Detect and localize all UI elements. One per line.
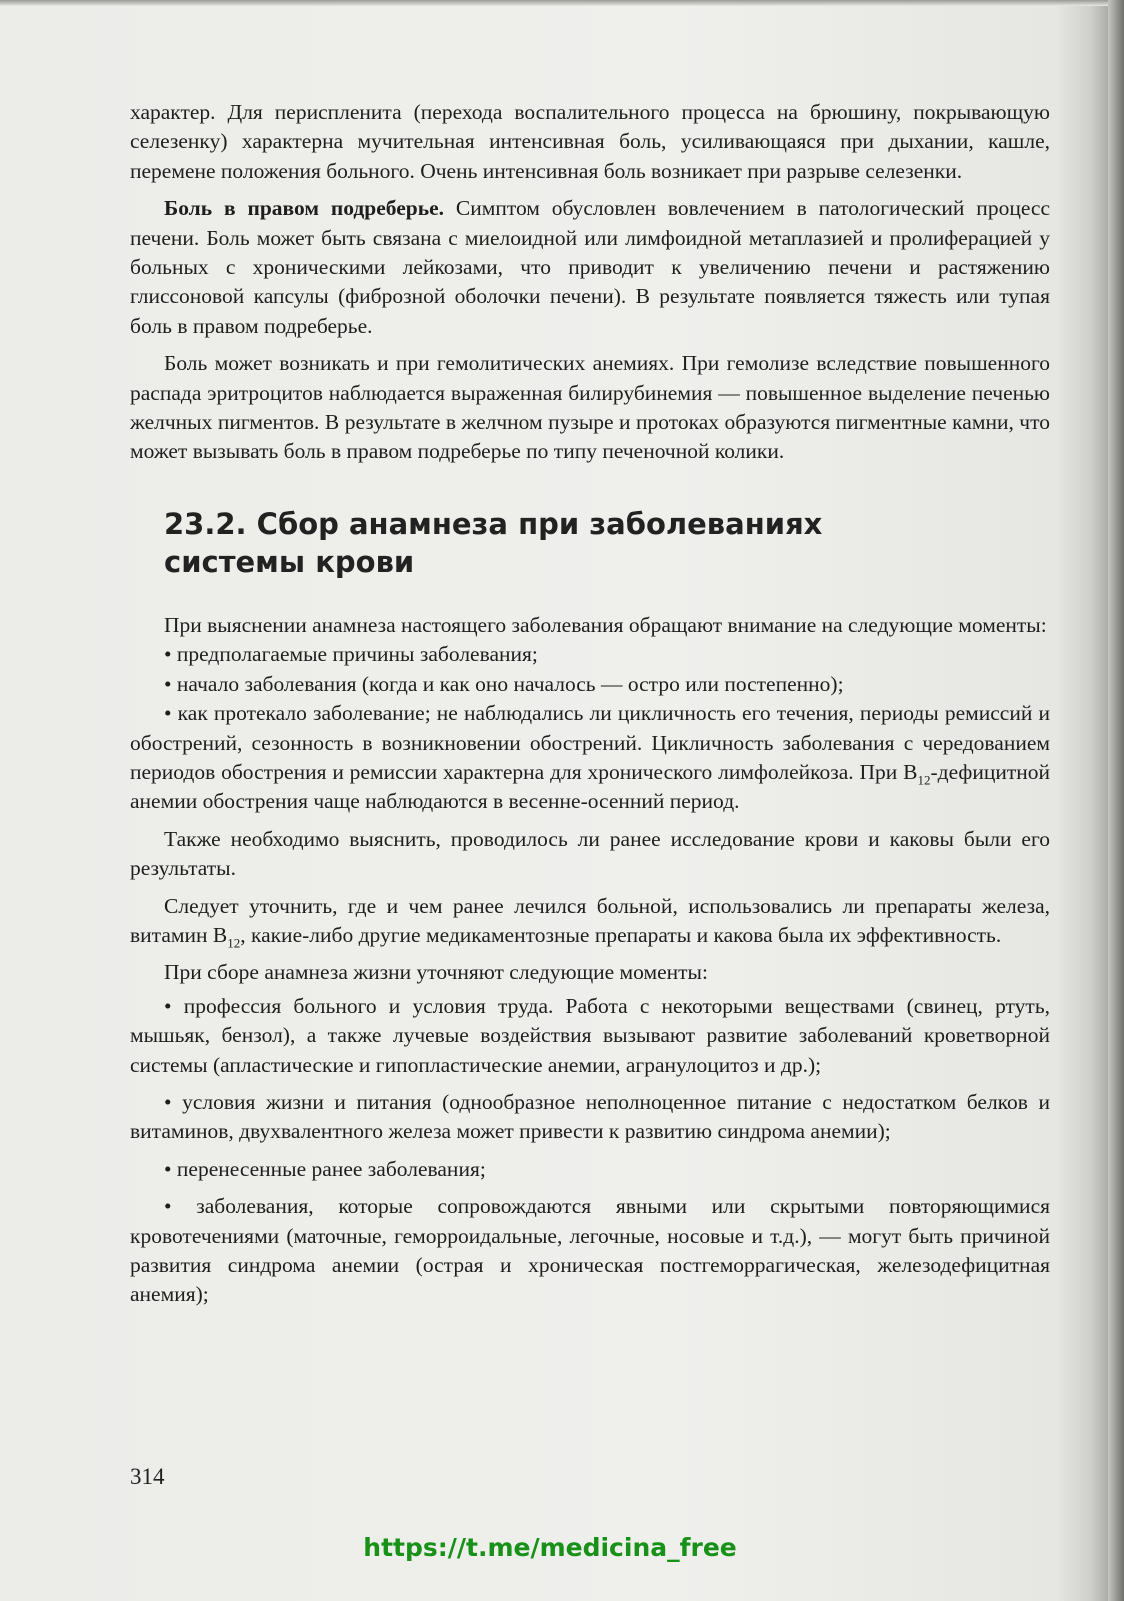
bullet-onset: • начало заболевания (когда и как оно началось — остро или постепенно);: [164, 671, 844, 696]
section-heading-line-2: системы крови: [164, 544, 415, 579]
liver-pain-text: Симптом обусловлен вовлечением в патологический процесс печени. Боль может быть связана с миелоидной или лимфоидной метаплазией и пролиферацией у больных с хроническими лейкозами, что приводит к увеличению печени и растяжению глиссоновой капсулы (фиброзной оболочки печени). В результате появляется тяжесть или тупая боль в правом подреберье.: [130, 196, 1050, 338]
section-heading-line-1: 23.2. Сбор анамнеза при заболеваниях: [164, 506, 823, 541]
present-history-lead: При выяснении анамнеза настоящего заболевания обращают внимание на следующие моменты:: [164, 612, 1047, 637]
treatment-text-a: Следует уточнить, где и чем ранее лечился больной, использовались ли препараты железа, витамин B: [130, 893, 1050, 947]
bullet-course-sub: 12: [917, 772, 931, 788]
treatment-text-b: , какие-либо другие медикаментозные препараты и какова была их эффективность.: [240, 922, 1002, 947]
page-number: 314: [130, 1464, 165, 1489]
life-bullet-occupation: • профессия больного и условия труда. Работа с некоторыми веществами (свинец, ртуть, мышьяк, бензол), а также лучевые воздействия вызывают развитие заболеваний кроветворной системы (апластические и гипопластические анемии, агранулоцитоз и др.);: [130, 993, 1050, 1077]
life-bullet-nutrition: • условия жизни и питания (однообразное неполноценное питание с недостатком белков и витаминов, двухвалентного железа может привести к развитию синдрома анемии);: [130, 1089, 1050, 1144]
page-text: [130, 98, 1050, 1310]
footer-link[interactable]: https://t.me/medicina_free: [363, 1533, 737, 1562]
treatment-paragraph: [130, 892, 1050, 951]
section-heading: [164, 505, 1050, 581]
section-body: [130, 611, 1050, 1310]
bullet-course-text-b: -дефицитной анемии обострения чаще наблюдаются в весенне-осенний период.: [130, 759, 1050, 814]
page-top-shadow: [0, 0, 1124, 6]
liver-pain-term: Боль в правом подреберье.: [164, 196, 445, 221]
life-history-lead: При сборе анамнеза жизни уточняют следующие моменты:: [164, 960, 708, 985]
book-spine-shadow: [1108, 0, 1124, 1601]
hemolytic-paragraph: Боль может возникать и при гемолитических анемиях. При гемолизе вследствие повышенного распада эритроцитов наблюдается выраженная билирубинемия — повышенное выделение печенью желчных пигментов. В результате в желчном пузыре и протоках образуются пигментные камни, что может вызывать боль в правом подреберье по типу печеночной колики.: [130, 351, 1050, 464]
treatment-sub: 12: [227, 935, 241, 951]
life-bullet-past-diseases: • перенесенные ранее заболевания;: [164, 1156, 486, 1181]
bullet-causes: • предполагаемые причины заболевания;: [164, 642, 538, 667]
intro-paragraph: характер. Для периспленита (перехода воспалительного процесса на брюшину, покрывающую селезенку) характерна мучительная интенсивная боль, усиливающаяся при дыхании, кашле, перемене положения больного. Очень интенсивная боль возникает при разрыве селезенки.: [130, 100, 1050, 183]
life-bullet-bleeding: • заболевания, которые сопровождаются явными или скрытыми повторяющимися кровотечениями (маточные, геморроидальные, легочные, носовые и т.д.), — могут быть причиной развития синдрома анемии (острая и хроническая постгеморрагическая, железодефицитная анемия);: [130, 1194, 1050, 1307]
liver-pain-paragraph: [130, 194, 1050, 341]
prior-tests-paragraph: Также необходимо выяснить, проводилось ли ранее исследование крови и каковы были его результаты.: [130, 826, 1050, 881]
bullet-course-text-a: • как протекало заболевание; не наблюдались ли цикличность его течения, периоды ремиссий и обострений, сезонность в возникновении обострений. Цикличность заболевания с чередованием периодов обострения и ремиссии характерна для хронического лимфолейкоза. При B: [130, 701, 1050, 784]
bullet-course: [130, 699, 1050, 817]
